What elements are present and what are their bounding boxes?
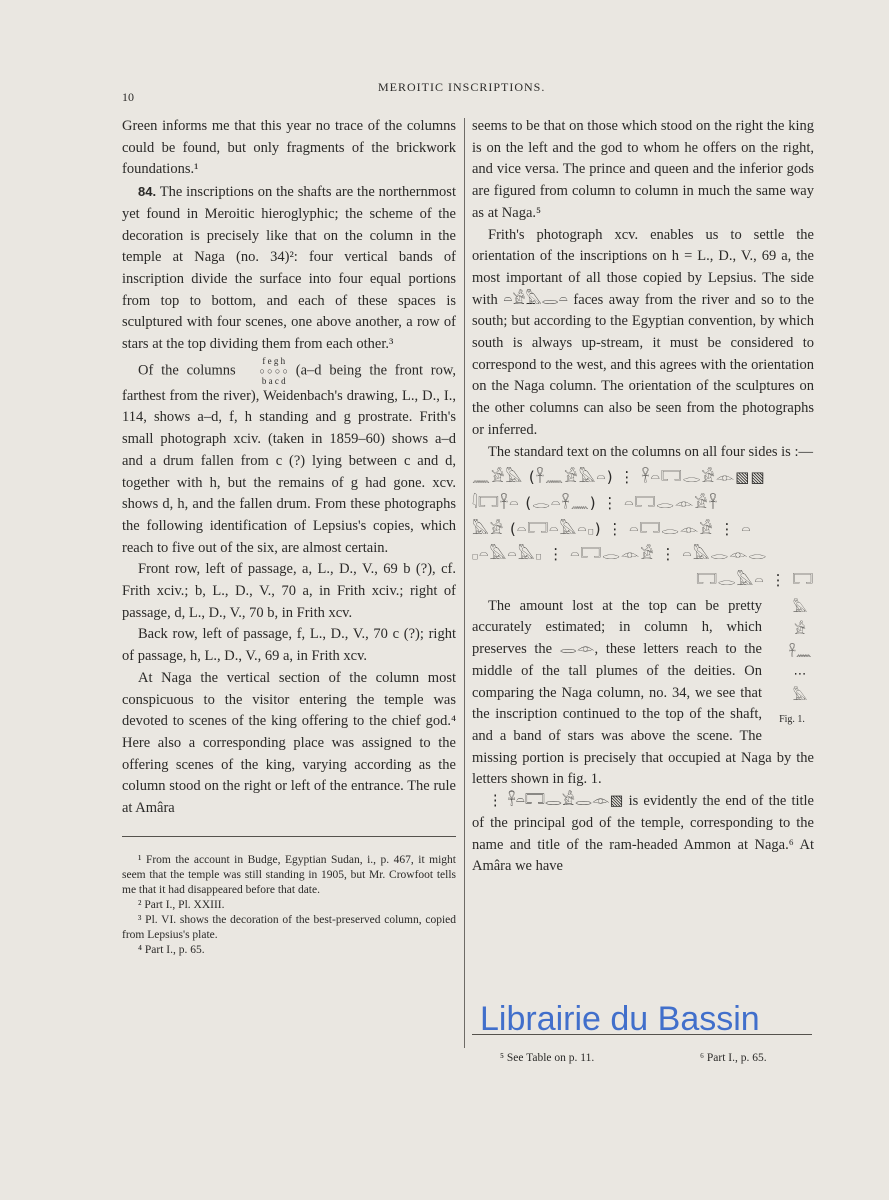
column-layout-diagram — [244, 356, 289, 386]
left-paragraph-2 — [122, 181, 456, 356]
glyph-line-4: 𓊪𓏏𓅓𓏏𓅓𓊪 ⋮ 𓏏𓉐𓂋𓁹𓀀 ⋮ 𓏏𓅓𓂋𓁹𓂋 — [472, 545, 768, 564]
right-paragraph-4 — [472, 596, 814, 791]
glyph-line-3: 𓅓𓀀 (𓏏𓉐𓏏𓅓𓏏𓊪) ⋮ 𓏏𓉐𓂋𓁹𓀀 ⋮ 𓏏 — [472, 519, 752, 538]
left-paragraph-1: Green informs me that this year no trace of the columns could be found, but only fragments of the brickwork foundations.¹ — [122, 118, 456, 178]
glyph-line-5: 𓉐𓂋𓅓𓏏 ⋮ 𓉐 — [696, 571, 814, 590]
diagram-top-labels: f e g h — [262, 355, 286, 366]
glyph-line-1: 𓈖𓀀𓅓 (𓋹𓈖𓀀𓅓𓏏) ⋮ 𓋹𓏏𓉐𓂋𓀀𓁹▧▧ — [472, 468, 766, 487]
right-paragraph-2: Frith's photograph xcv. enables us to settle the orientation of the inscriptions on h = L., D., V., 69 a, the most important of all those copied by Lepsius. The side with 𓏏𓀀𓅓𓂋𓏏 faces away from the river and so to the south; but according to the Egyptian convention, by which south is always up-stream, it must be considered to correspond to the west, and this agrees with the orientation on the Naga column. The orientation of the sculptures on the other columns can also be seen from the photographs or inferred. — [472, 226, 814, 438]
footnote-3: ³ Pl. VI. shows the decoration of the best-preserved column, copied from Lepsius's plate. — [122, 913, 456, 941]
glyph-line-2: 𓇋𓉐𓋹𓏏 (𓂋𓏏𓋹𓈖) ⋮ 𓏏𓉐𓂋𓁹𓀀𓋹 — [472, 493, 719, 512]
column-divider — [464, 118, 465, 1048]
figure-caption: Fig. 1. — [779, 713, 805, 725]
fig-glyph-2: 𓀀 — [794, 622, 806, 638]
right-paragraph-4-text: The amount lost at the top can be pretty accurately estimated; in column h, which preserves the 𓂋𓁹, these letters reach to the middle of the tall plumes of the deities. On comparing the Naga column, no. 34, we see that the inscription continued to the top of the shaft, and a band of stars was above the scene. The missing portion is precisely that occupied at Naga by the letters shown in fig. 1. — [472, 597, 814, 788]
diagram-circles: ○ ○ ○ ○ — [259, 365, 288, 376]
left-paragraph-3 — [122, 356, 456, 560]
section-number: 84. — [138, 184, 157, 200]
page-number: 10 — [122, 90, 134, 104]
footnote-4: ⁴ Part I., p. 65. — [138, 943, 205, 956]
right-column — [472, 116, 814, 878]
fig-glyph-4: ⋯ — [793, 666, 807, 682]
left-paragraph-3-end: (a–d being the front row, farthest from the river), Weidenbach's drawing, L., D., I., 114, shows a–d, f, h standing and g prostrate. Frith's small photograph xciv. (taken in 1859–60) shows a–d and a drum fallen from c (?) lying between c and d, together with h, but the remains of g had gone. xcv. shows d, h, and the fallen drum. From these photographs the following identification of Lepsius's copies, which reach to five out of the six, are almost certain. — [122, 362, 457, 556]
right-paragraph-3: The standard text on the columns on all four sides is :— — [488, 443, 813, 460]
watermark: Librairie du Bassin — [480, 1000, 760, 1038]
left-footnotes — [122, 853, 456, 958]
footnote-2: ² Part I., Pl. XXIII. — [138, 898, 225, 911]
fig-glyph-5: 𓅓 — [792, 688, 808, 704]
diagram-bottom-labels: b a c d — [261, 375, 286, 386]
footnote-6: ⁶ Part I., p. 65. — [700, 1052, 767, 1064]
footnote-1: ¹ From the account in Budge, Egyptian Sudan, i., p. 467, it might seem that the temple was still standing in 1905, but Mr. Crowfoot tells me that it had disappeared before that date. — [122, 853, 456, 896]
left-paragraph-4: Front row, left of passage, a, L., D., V., 69 b (?), cf. Frith xciv.; b, L., D., V., 70 a, in Frith xciv.; right of passage, d, L., D., V., 70 b, in Frith xcv. — [122, 561, 456, 621]
left-column — [122, 116, 456, 958]
figure-1 — [770, 598, 814, 731]
footnote-5: ⁵ See Table on p. 11. — [500, 1052, 595, 1064]
right-paragraph-1: seems to be that on those which stood on the right the king is on the left and the god to whom he offers on the right, and vice versa. The prince and queen and the inferior gods are figured from column to column in much the same way as at Naga.⁵ — [472, 118, 814, 221]
fig-glyph-3: 𓋹𓈖 — [788, 644, 812, 660]
fig-glyph-1: 𓅓 — [792, 600, 808, 616]
left-paragraph-2-text: The inscriptions on the shafts are the northernmost yet found in Meroitic hieroglyphic; the scheme of the decoration is precisely like that on the column in the temple at Naga (no. 34)²: four vertical bands of inscription divide the surface into four equal portions from top to bottom, and each of these spaces is sculptured with four scenes, one above another, a row of stars at the top dividing them from each other.³ — [122, 184, 456, 353]
footnote-rule — [122, 836, 456, 837]
left-paragraph-6: At Naga the vertical section of the column most conspicuous to the visitor entering the temple was devoted to scenes of the king offering to the chief god.⁴ Here also a corresponding place was assigned to the offering scenes of the king, varying according as the column stood on the right or left of the entrance. The rule at Amâra — [122, 669, 456, 817]
right-paragraph-5: ⋮ 𓋹𓏏𓉐𓂋𓀀𓂋𓁹▧ is evidently the end of the title of the principal god of the temple, corresponding to the name and title of the ram-headed Ammon at Naga.⁶ At Amâra we have — [472, 793, 814, 875]
running-title: MEROITIC INSCRIPTIONS. — [378, 80, 546, 94]
left-paragraph-3-start: Of the columns — [138, 362, 236, 379]
left-paragraph-5: Back row, left of passage, f, L., D., V., 70 c (?); right of passage, h, L., D., V., 69 a, in Frith xcv. — [122, 626, 456, 665]
hieroglyph-text-block — [472, 467, 814, 592]
